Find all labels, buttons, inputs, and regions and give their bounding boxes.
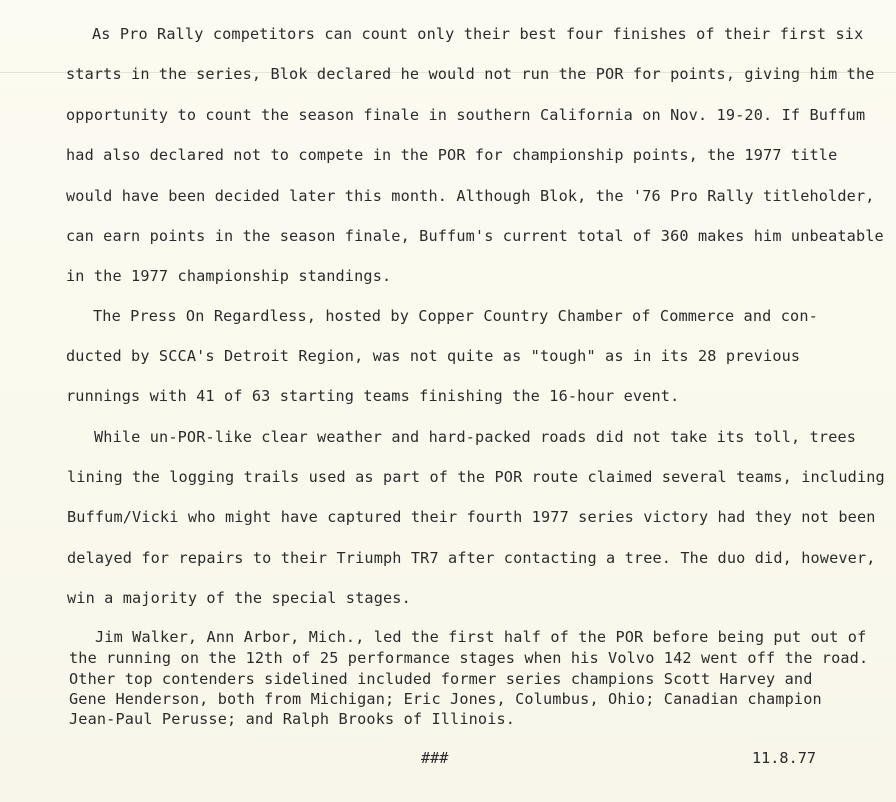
paragraph-4-line-2: the running on the 12th of 25 performance stages when his Volvo 142 went off the road. (69, 649, 869, 667)
paragraph-4-line-1: Jim Walker, Ann Arbor, Mich., led the first half of the POR before being put out of (95, 628, 867, 646)
document-date: 11.8.77 (752, 749, 817, 767)
paragraph-3-line-2: lining the logging trails used as part of the POR route claimed several teams, including (67, 468, 885, 486)
paragraph-1-line-7: in the 1977 championship standings. (66, 267, 392, 285)
paragraph-1-line-1: As Pro Rally competitors can count only their best four finishes of their first six (92, 25, 864, 43)
paragraph-1-line-3: opportunity to count the season finale in southern California on Nov. 19-20. If Buffum (66, 106, 866, 124)
paragraph-3-line-4: delayed for repairs to their Triumph TR7 after contacting a tree. The duo did, however, (67, 549, 876, 567)
paragraph-3-line-5: win a majority of the special stages. (67, 589, 411, 607)
paragraph-4-line-5: Jean-Paul Perusse; and Ralph Brooks of Illinois. (69, 710, 516, 728)
paragraph-1-line-5: would have been decided later this month. Although Blok, the '76 Pro Rally titleholder, (66, 187, 875, 205)
paragraph-1-line-2: starts in the series, Blok declared he would not run the POR for points, giving him the (66, 65, 875, 83)
paragraph-4-line-3: Other top contenders sidelined included former series champions Scott Harvey and (69, 670, 813, 688)
paragraph-3-line-1: While un-POR-like clear weather and hard-packed roads did not take its toll, trees (94, 428, 857, 446)
paragraph-2-line-1: The Press On Regardless, hosted by Copper Country Chamber of Commerce and con- (93, 307, 818, 325)
end-mark: ### (421, 749, 449, 767)
paragraph-4-line-4: Gene Henderson, both from Michigan; Eric Jones, Columbus, Ohio; Canadian champion (69, 690, 822, 708)
paragraph-2-line-2: ducted by SCCA's Detroit Region, was not quite as "tough" as in its 28 previous (66, 347, 801, 365)
paragraph-1-line-6: can earn points in the season finale, Buffum's current total of 360 makes him unbeatable (66, 227, 884, 245)
paragraph-1-line-4: had also declared not to compete in the POR for championship points, the 1977 title (66, 146, 838, 164)
paragraph-2-line-3: runnings with 41 of 63 starting teams finishing the 16-hour event. (66, 387, 680, 405)
paragraph-3-line-3: Buffum/Vicki who might have captured their fourth 1977 series victory had they not been (67, 508, 876, 526)
